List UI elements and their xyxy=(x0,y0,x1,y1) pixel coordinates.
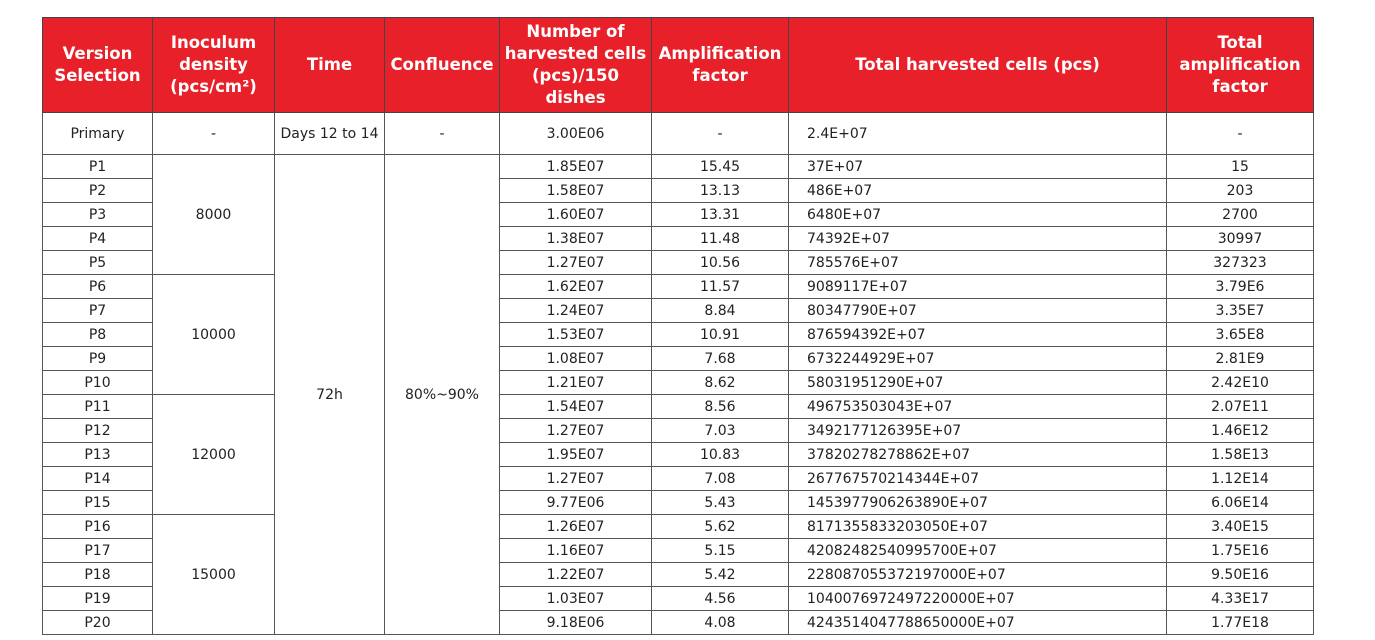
row-total-harvested: 4243514047788650000E+07 xyxy=(789,611,1167,635)
row-version: P20 xyxy=(43,611,153,635)
row-total-harvested: 228087055372197000E+07 xyxy=(789,563,1167,587)
row-total-harvested: 9089117E+07 xyxy=(789,275,1167,299)
row-harvested: 1.54E07 xyxy=(500,395,652,419)
row-harvested: 9.77E06 xyxy=(500,491,652,515)
header-version: Version Selection xyxy=(43,18,153,113)
header-total-amplification: Total amplification factor xyxy=(1167,18,1314,113)
row-version: P7 xyxy=(43,299,153,323)
row-harvested: 1.95E07 xyxy=(500,443,652,467)
row-total-harvested: 6480E+07 xyxy=(789,203,1167,227)
header-harvested: Number of harvested cells (pcs)/150 dishes xyxy=(500,18,652,113)
row-total-harvested: 785576E+07 xyxy=(789,251,1167,275)
row-amplification: 10.91 xyxy=(652,323,789,347)
row-version: P12 xyxy=(43,419,153,443)
row-amplification: 10.56 xyxy=(652,251,789,275)
row-total-harvested: 496753503043E+07 xyxy=(789,395,1167,419)
primary-amplification: - xyxy=(652,113,789,155)
row-harvested: 1.22E07 xyxy=(500,563,652,587)
row-harvested: 1.26E07 xyxy=(500,515,652,539)
table-row xyxy=(43,515,1314,539)
row-total-amplification: 1.46E12 xyxy=(1167,419,1314,443)
row-version: P10 xyxy=(43,371,153,395)
shared-confluence: 80%~90% xyxy=(385,155,500,635)
header-time: Time xyxy=(275,18,385,113)
row-total-amplification: 30997 xyxy=(1167,227,1314,251)
row-total-harvested: 486E+07 xyxy=(789,179,1167,203)
row-total-amplification: 9.50E16 xyxy=(1167,563,1314,587)
header-confluence: Confluence xyxy=(385,18,500,113)
row-version: P9 xyxy=(43,347,153,371)
row-total-harvested: 1453977906263890E+07 xyxy=(789,491,1167,515)
row-total-harvested: 8171355833203050E+07 xyxy=(789,515,1167,539)
row-harvested: 1.08E07 xyxy=(500,347,652,371)
primary-total-amplification: - xyxy=(1167,113,1314,155)
row-total-amplification: 2.81E9 xyxy=(1167,347,1314,371)
row-version: P11 xyxy=(43,395,153,419)
header-density: Inoculum density (pcs/cm²) xyxy=(153,18,275,113)
row-total-harvested: 876594392E+07 xyxy=(789,323,1167,347)
row-amplification: 5.43 xyxy=(652,491,789,515)
row-harvested: 1.62E07 xyxy=(500,275,652,299)
row-harvested: 1.27E07 xyxy=(500,467,652,491)
density-group-1: 8000 xyxy=(153,155,275,275)
row-harvested: 1.53E07 xyxy=(500,323,652,347)
row-total-harvested: 42082482540995700E+07 xyxy=(789,539,1167,563)
primary-harvested: 3.00E06 xyxy=(500,113,652,155)
row-harvested: 1.58E07 xyxy=(500,179,652,203)
row-total-harvested: 80347790E+07 xyxy=(789,299,1167,323)
row-version: P1 xyxy=(43,155,153,179)
row-total-amplification: 2.07E11 xyxy=(1167,395,1314,419)
row-total-amplification: 1.58E13 xyxy=(1167,443,1314,467)
row-total-amplification: 327323 xyxy=(1167,251,1314,275)
row-total-amplification: 1.75E16 xyxy=(1167,539,1314,563)
row-amplification: 13.31 xyxy=(652,203,789,227)
row-version: P6 xyxy=(43,275,153,299)
row-total-harvested: 6732244929E+07 xyxy=(789,347,1167,371)
row-version: P19 xyxy=(43,587,153,611)
row-total-harvested: 267767570214344E+07 xyxy=(789,467,1167,491)
row-harvested: 1.16E07 xyxy=(500,539,652,563)
primary-version: Primary xyxy=(43,113,153,155)
row-version: P16 xyxy=(43,515,153,539)
row-harvested: 1.60E07 xyxy=(500,203,652,227)
row-total-amplification: 15 xyxy=(1167,155,1314,179)
row-total-amplification: 3.79E6 xyxy=(1167,275,1314,299)
row-version: P5 xyxy=(43,251,153,275)
row-harvested: 1.27E07 xyxy=(500,419,652,443)
header-total-harvested: Total harvested cells (pcs) xyxy=(789,18,1167,113)
density-group-3: 12000 xyxy=(153,395,275,515)
row-version: P15 xyxy=(43,491,153,515)
row-total-amplification: 203 xyxy=(1167,179,1314,203)
header-amplification: Amplification factor xyxy=(652,18,789,113)
row-total-harvested: 58031951290E+07 xyxy=(789,371,1167,395)
row-total-harvested: 37820278278862E+07 xyxy=(789,443,1167,467)
primary-total-harvested: 2.4E+07 xyxy=(789,113,1167,155)
primary-time: Days 12 to 14 xyxy=(275,113,385,155)
row-harvested: 1.24E07 xyxy=(500,299,652,323)
row-total-amplification: 2.42E10 xyxy=(1167,371,1314,395)
row-version: P3 xyxy=(43,203,153,227)
row-amplification: 10.83 xyxy=(652,443,789,467)
row-version: P13 xyxy=(43,443,153,467)
row-amplification: 8.84 xyxy=(652,299,789,323)
row-total-amplification: 3.65E8 xyxy=(1167,323,1314,347)
table-row-primary xyxy=(43,113,1314,155)
row-amplification: 7.68 xyxy=(652,347,789,371)
row-harvested: 1.21E07 xyxy=(500,371,652,395)
density-group-2: 10000 xyxy=(153,275,275,395)
row-version: P14 xyxy=(43,467,153,491)
row-version: P18 xyxy=(43,563,153,587)
table-row xyxy=(43,275,1314,299)
row-amplification: 5.42 xyxy=(652,563,789,587)
primary-density: - xyxy=(153,113,275,155)
table-row xyxy=(43,155,1314,179)
row-amplification: 13.13 xyxy=(652,179,789,203)
row-amplification: 5.62 xyxy=(652,515,789,539)
row-version: P2 xyxy=(43,179,153,203)
row-amplification: 4.56 xyxy=(652,587,789,611)
row-total-harvested: 3492177126395E+07 xyxy=(789,419,1167,443)
row-amplification: 15.45 xyxy=(652,155,789,179)
row-total-harvested: 37E+07 xyxy=(789,155,1167,179)
row-amplification: 5.15 xyxy=(652,539,789,563)
row-amplification: 11.57 xyxy=(652,275,789,299)
density-group-4: 15000 xyxy=(153,515,275,635)
row-total-amplification: 2700 xyxy=(1167,203,1314,227)
row-harvested: 9.18E06 xyxy=(500,611,652,635)
row-harvested: 1.27E07 xyxy=(500,251,652,275)
row-amplification: 7.08 xyxy=(652,467,789,491)
row-total-amplification: 3.35E7 xyxy=(1167,299,1314,323)
row-version: P8 xyxy=(43,323,153,347)
row-harvested: 1.03E07 xyxy=(500,587,652,611)
row-total-amplification: 1.77E18 xyxy=(1167,611,1314,635)
primary-confluence: - xyxy=(385,113,500,155)
row-amplification: 8.62 xyxy=(652,371,789,395)
row-version: P17 xyxy=(43,539,153,563)
row-total-amplification: 3.40E15 xyxy=(1167,515,1314,539)
row-amplification: 7.03 xyxy=(652,419,789,443)
row-total-amplification: 6.06E14 xyxy=(1167,491,1314,515)
header-row xyxy=(43,18,1314,113)
row-amplification: 4.08 xyxy=(652,611,789,635)
row-total-harvested: 1040076972497220000E+07 xyxy=(789,587,1167,611)
row-harvested: 1.85E07 xyxy=(500,155,652,179)
shared-time: 72h xyxy=(275,155,385,635)
row-version: P4 xyxy=(43,227,153,251)
cell-passage-table xyxy=(42,17,1314,635)
row-total-amplification: 4.33E17 xyxy=(1167,587,1314,611)
row-total-harvested: 74392E+07 xyxy=(789,227,1167,251)
row-total-amplification: 1.12E14 xyxy=(1167,467,1314,491)
row-amplification: 11.48 xyxy=(652,227,789,251)
row-amplification: 8.56 xyxy=(652,395,789,419)
table-row xyxy=(43,395,1314,419)
row-harvested: 1.38E07 xyxy=(500,227,652,251)
